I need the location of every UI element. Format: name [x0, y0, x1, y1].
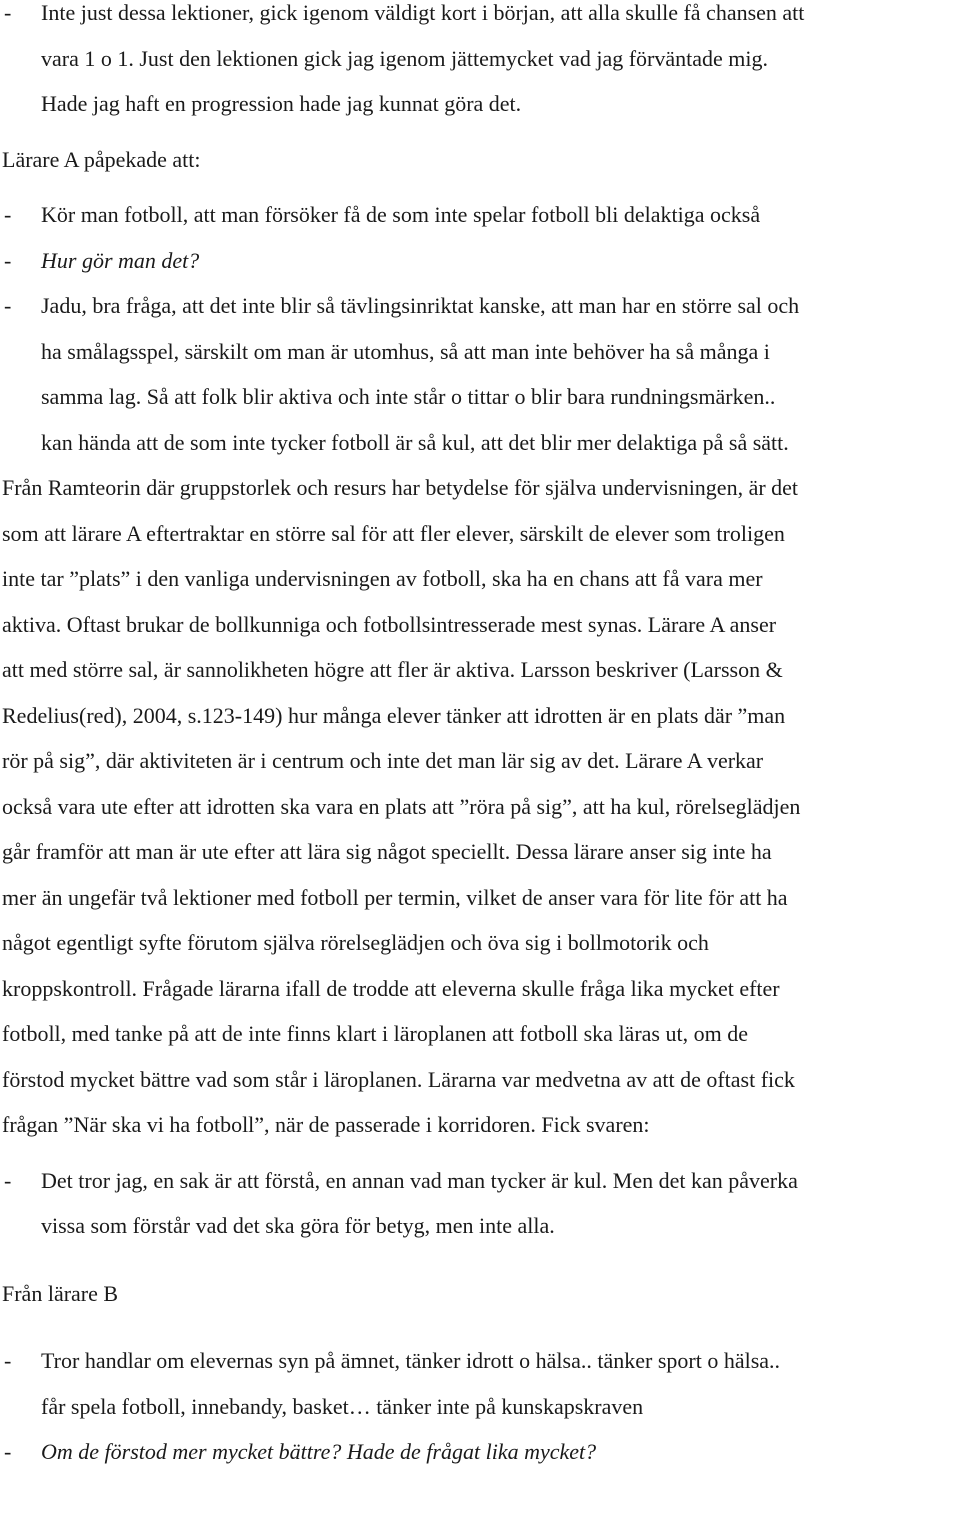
list-dash: -: [4, 1348, 12, 1373]
text-line: som att lärare A eftertraktar en större sal för att fler elever, särskilt de elever som troligen: [2, 520, 785, 546]
text-line: Hade jag haft en progression hade jag kunnat göra det.: [41, 91, 522, 116]
list-dash: -: [4, 293, 12, 318]
text-line: Inte just dessa lektioner, gick igenom väldigt kort i början, att alla skulle få chansen att: [41, 0, 805, 25]
text-line: aktiva. Oftast brukar de bollkunniga och fotbollsintresserade mest synas. Lärare A anser: [2, 611, 777, 637]
text-line: kroppskontroll. Frågade lärarna ifall de trodde att eleverna skulle fråga lika mycket efter: [2, 975, 780, 1001]
text-line: Det tror jag, en sak är att förstå, en annan vad man tycker är kul. Men det kan påverka: [41, 1167, 798, 1193]
text-line: förstod mycket bättre vad som står i läroplanen. Lärarna var medvetna av att de oftast fick: [2, 1066, 795, 1092]
text-line: får spela fotboll, innebandy, basket… tänker inte på kunskapskraven: [41, 1393, 644, 1419]
text-line: Från Ramteorin där gruppstorlek och resurs har betydelse för själva undervisningen, är det: [2, 475, 799, 500]
text-line: frågan ”När ska vi ha fotboll”, när de passerade i korridoren. Fick svaren:: [2, 1112, 650, 1137]
list-item: [0, 0, 960, 127]
text-line: Tror handlar om elevernas syn på ämnet, tänker idrott o hälsa.. tänker sport o hälsa..: [41, 1348, 781, 1373]
text-line: Kör man fotboll, att man försöker få de som inte spelar fotboll bli delaktiga också: [41, 202, 761, 227]
text-line: Lärare A påpekade att:: [2, 146, 201, 172]
text-line: rör på sig”, där aktiviteten är i centrum och inte det man lär sig av det. Lärare A verkar: [2, 748, 764, 773]
list-item: [0, 1338, 960, 1429]
text-line: fotboll, med tanke på att de inte finns klart i läroplanen att fotboll ska läras ut, om de: [2, 1021, 748, 1046]
text-line: Jadu, bra fråga, att det inte blir så tävlingsinriktat kanske, att man har en större sal och: [41, 293, 800, 318]
list-dash: -: [4, 247, 12, 273]
paragraph: [0, 137, 960, 183]
text-line: går framför att man är ute efter att lära sig något speciellt. Dessa lärare anser sig inte ha: [2, 839, 772, 864]
text-line: Om de förstod mer mycket bättre? Hade de frågat lika mycket?: [41, 1439, 597, 1464]
list-dash: -: [4, 1167, 12, 1193]
text-line: vara 1 o 1. Just den lektionen gick jag igenom jättemycket vad jag förväntade mig.: [41, 45, 769, 71]
text-line: att med större sal, är sannolikheten högre att fler är aktiva. Larsson beskriver (Larsson &: [2, 657, 783, 682]
paragraph: [0, 1271, 960, 1317]
list-item: [0, 1429, 960, 1475]
text-line: ha smålagsspel, särskilt om man är utomhus, så att man inte behöver ha så många i: [41, 338, 770, 364]
list-dash: -: [4, 202, 12, 227]
list-item: [0, 1158, 960, 1249]
text-line: mer än ungefär två lektioner med fotboll per termin, vilket de anser vara för lite för att ha: [2, 884, 788, 910]
text-line: vissa som förstår vad det ska göra för betyg, men inte alla.: [41, 1213, 555, 1238]
text-line: inte tar ”plats” i den vanliga undervisningen av fotboll, ska ha en chans att få vara mer: [2, 566, 763, 591]
text-line: också vara ute efter att idrotten ska vara en plats att ”röra på sig”, att ha kul, rörelseglädjen: [2, 793, 801, 819]
text-line: Hur gör man det?: [41, 247, 200, 273]
text-line: Redelius(red), 2004, s.123-149) hur många elever tänker att idrotten är en plats där ”man: [2, 702, 786, 728]
list-dash: -: [4, 1439, 12, 1464]
text-line: något egentligt syfte förutom själva rörelseglädjen och öva sig i bollmotorik och: [2, 930, 709, 955]
list-item: [0, 238, 960, 284]
list-item: [0, 192, 960, 238]
list-dash: -: [4, 0, 12, 25]
text-line: kan hända att de som inte tycker fotboll är så kul, att det blir mer delaktiga på så sätt.: [41, 429, 789, 455]
paragraph: [0, 465, 960, 1148]
list-item: [0, 283, 960, 465]
text-line: samma lag. Så att folk blir aktiva och inte står o tittar o blir bara rundningsmärken..: [41, 384, 776, 409]
text-line: Från lärare B: [2, 1280, 119, 1306]
